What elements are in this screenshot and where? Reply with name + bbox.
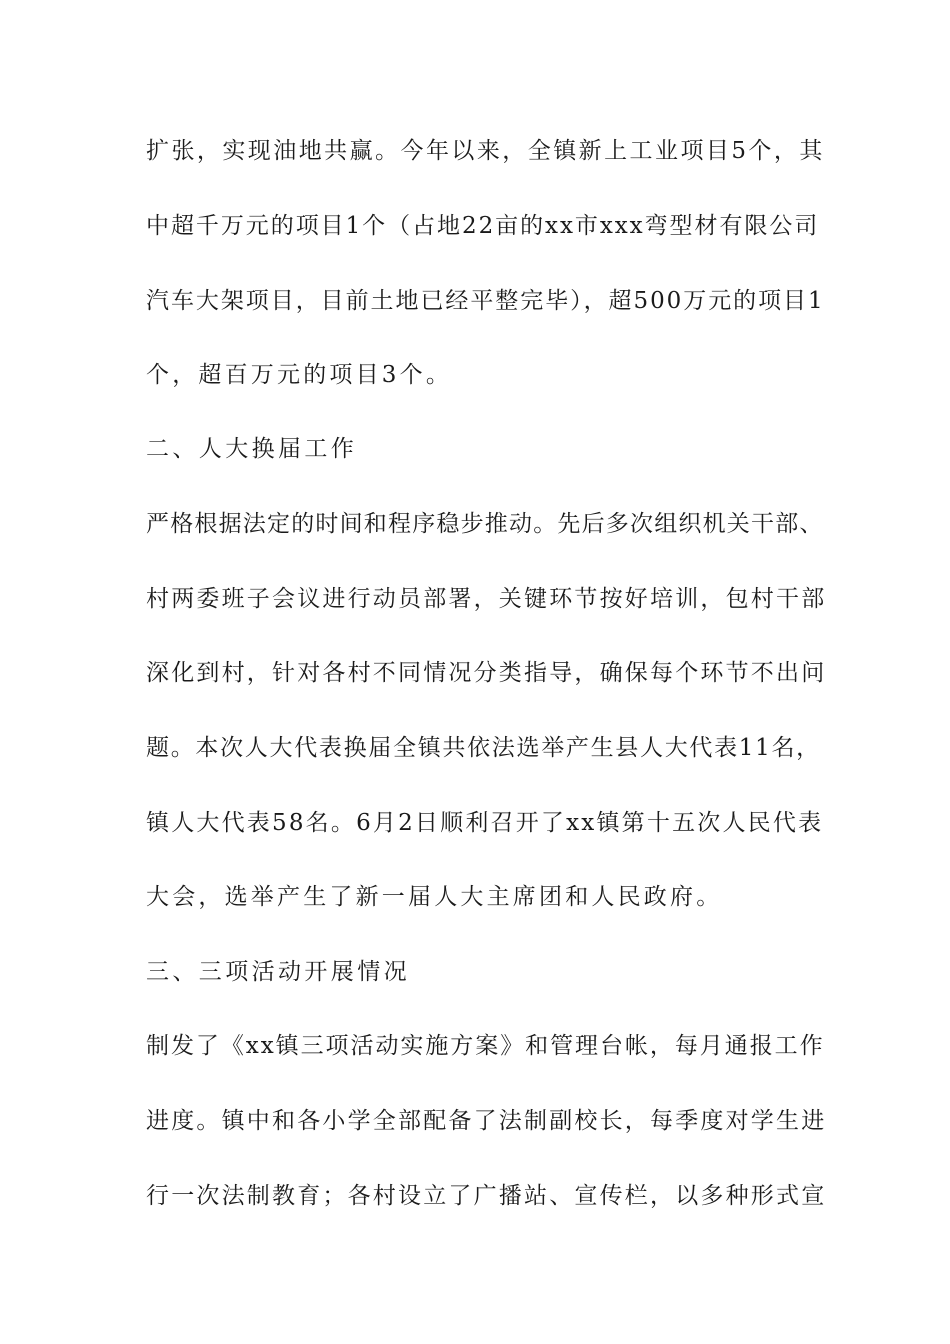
paragraph-line: 题。本次人大代表换届全镇共依法选举产生县人大代表11名， — [146, 735, 821, 761]
section-heading: 三、三项活动开展情况 — [146, 959, 410, 985]
paragraph-line: 镇人大代表58名。6月2日顺利召开了xx镇第十五次人民代表 — [146, 810, 824, 836]
paragraph-line: 个，超百万元的项目3个。 — [146, 362, 453, 388]
paragraph-line: 制发了《xx镇三项活动实施方案》和管理台帐，每月通报工作 — [146, 1033, 825, 1059]
paragraph-line: 村两委班子会议进行动员部署，关键环节按好培训，包村干部 — [146, 586, 827, 612]
paragraph-line: 大会，选举产生了新一届人大主席团和人民政府。 — [146, 884, 723, 910]
section-heading: 二、人大换届工作 — [146, 436, 358, 462]
paragraph-line: 严格根据法定的时间和程序稳步推动。先后多次组织机关干部、 — [146, 511, 824, 537]
paragraph-line: 扩张，实现油地共赢。今年以来，全镇新上工业项目5个，其 — [146, 138, 825, 164]
paragraph-line: 进度。镇中和各小学全部配备了法制副校长，每季度对学生进 — [146, 1108, 827, 1134]
paragraph-line: 行一次法制教育；各村设立了广播站、宣传栏，以多种形式宣 — [146, 1183, 827, 1209]
paragraph-line: 深化到村，针对各村不同情况分类指导，确保每个环节不出问 — [146, 660, 827, 686]
paragraph-line: 汽车大架项目，目前土地已经平整完毕），超500万元的项目1 — [146, 288, 825, 314]
paragraph-line: 中超千万元的项目1个（占地22亩的xx市xxx弯型材有限公司 — [146, 213, 820, 239]
